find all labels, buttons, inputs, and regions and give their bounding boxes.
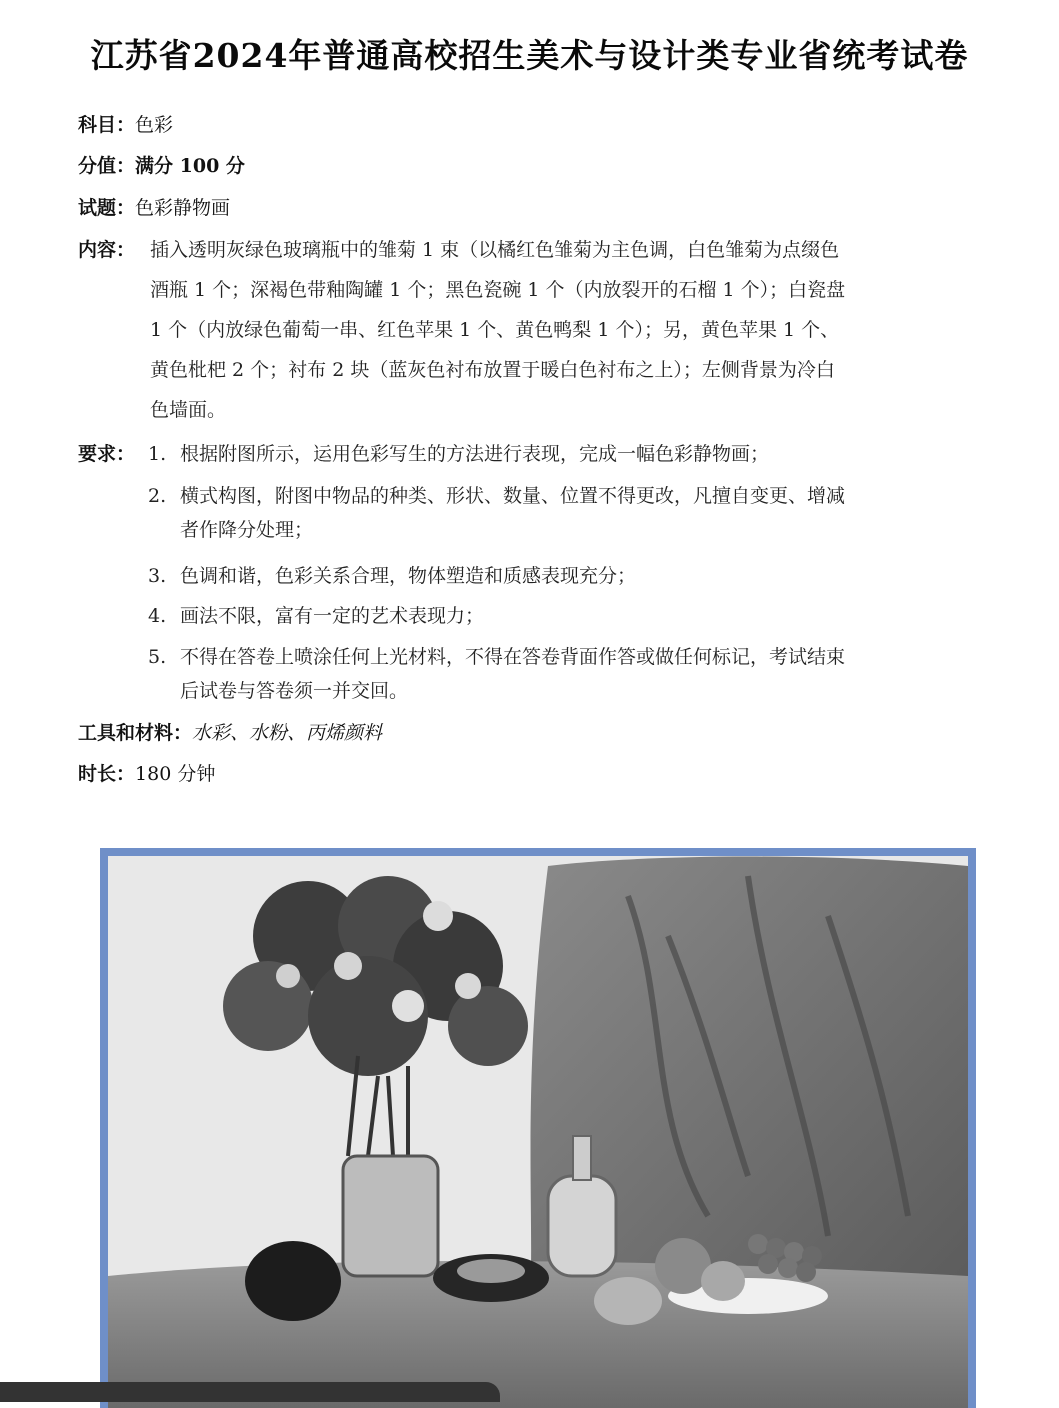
- tools-row: [78, 720, 382, 746]
- requirement-item-1: 1. 根据附图所示，运用色彩写生的方法进行表现，完成一幅色彩静物画；: [148, 443, 770, 465]
- tools-label: 工具和材料：: [78, 722, 193, 744]
- score-label: 分值：: [78, 155, 136, 177]
- requirement-item-4: 4. 画法不限，富有一定的艺术表现力；: [148, 605, 485, 627]
- content-line: 酒瓶 1 个；深褐色带釉陶罐 1 个；黑色瓷碗 1 个（内放裂开的石榴 1 个）；白瓷盘: [150, 279, 846, 301]
- glass-vase: [343, 1156, 438, 1276]
- exam-title: 江苏省2024年普通高校招生美术与设计类专业省统考试卷: [90, 36, 969, 75]
- duration-label: 时长：: [78, 763, 136, 785]
- subject-value: 色彩: [135, 114, 174, 136]
- yellow-apple: [594, 1277, 662, 1325]
- still-life-photo: [108, 856, 968, 1408]
- score-row: [78, 153, 245, 179]
- subject-label: 科目：: [78, 114, 136, 136]
- requirement-item-5: 5. 不得在答卷上喷涂任何上光材料，不得在答卷背面作答或做任何标记，考试结束 后试卷与答卷须一并交回。: [148, 646, 846, 702]
- requirement-item-3: 3. 色调和谐，色彩关系合理，物体塑造和质感表现充分；: [148, 565, 637, 587]
- content-text: [150, 230, 845, 430]
- question-row: [78, 195, 230, 221]
- duration-row: [78, 761, 215, 787]
- content-line: 插入透明灰绿色玻璃瓶中的雏菊 1 束（以橘红色雏菊为主色调，白色雏菊为点缀色: [150, 239, 840, 261]
- question-label: 试题：: [78, 197, 136, 219]
- content-line: 1 个（内放绿色葡萄一串、红色苹果 1 个、黄色鸭梨 1 个）；另，黄色苹果 1 个、: [150, 319, 840, 341]
- content-line: 色墙面。: [150, 399, 227, 421]
- subject-row: [78, 112, 173, 138]
- content-label: 内容：: [78, 239, 136, 261]
- requirements-label: 要求：: [78, 443, 136, 465]
- content-line: 黄色枇杷 2 个；衬布 2 块（蓝灰色衬布放置于暖白色衬布之上）；左侧背景为冷白: [150, 359, 835, 381]
- tools-value: 水彩、水粉、丙烯颜料: [192, 722, 383, 744]
- duration-value: 180 分钟: [135, 763, 216, 785]
- question-value: 色彩静物画: [135, 197, 231, 219]
- wine-bottle: [548, 1176, 616, 1276]
- reference-photo-frame: [100, 848, 976, 1408]
- bottom-overlay-bar: [0, 1382, 500, 1402]
- pear: [701, 1261, 745, 1301]
- score-value: 满分 100 分: [135, 155, 245, 177]
- requirement-item-2: 2. 横式构图，附图中物品的种类、形状、数量、位置不得更改，凡擅自变更、增减 者作降分处理；: [148, 485, 846, 541]
- dark-jar: [245, 1241, 341, 1321]
- still-life-illustration: [108, 856, 968, 1408]
